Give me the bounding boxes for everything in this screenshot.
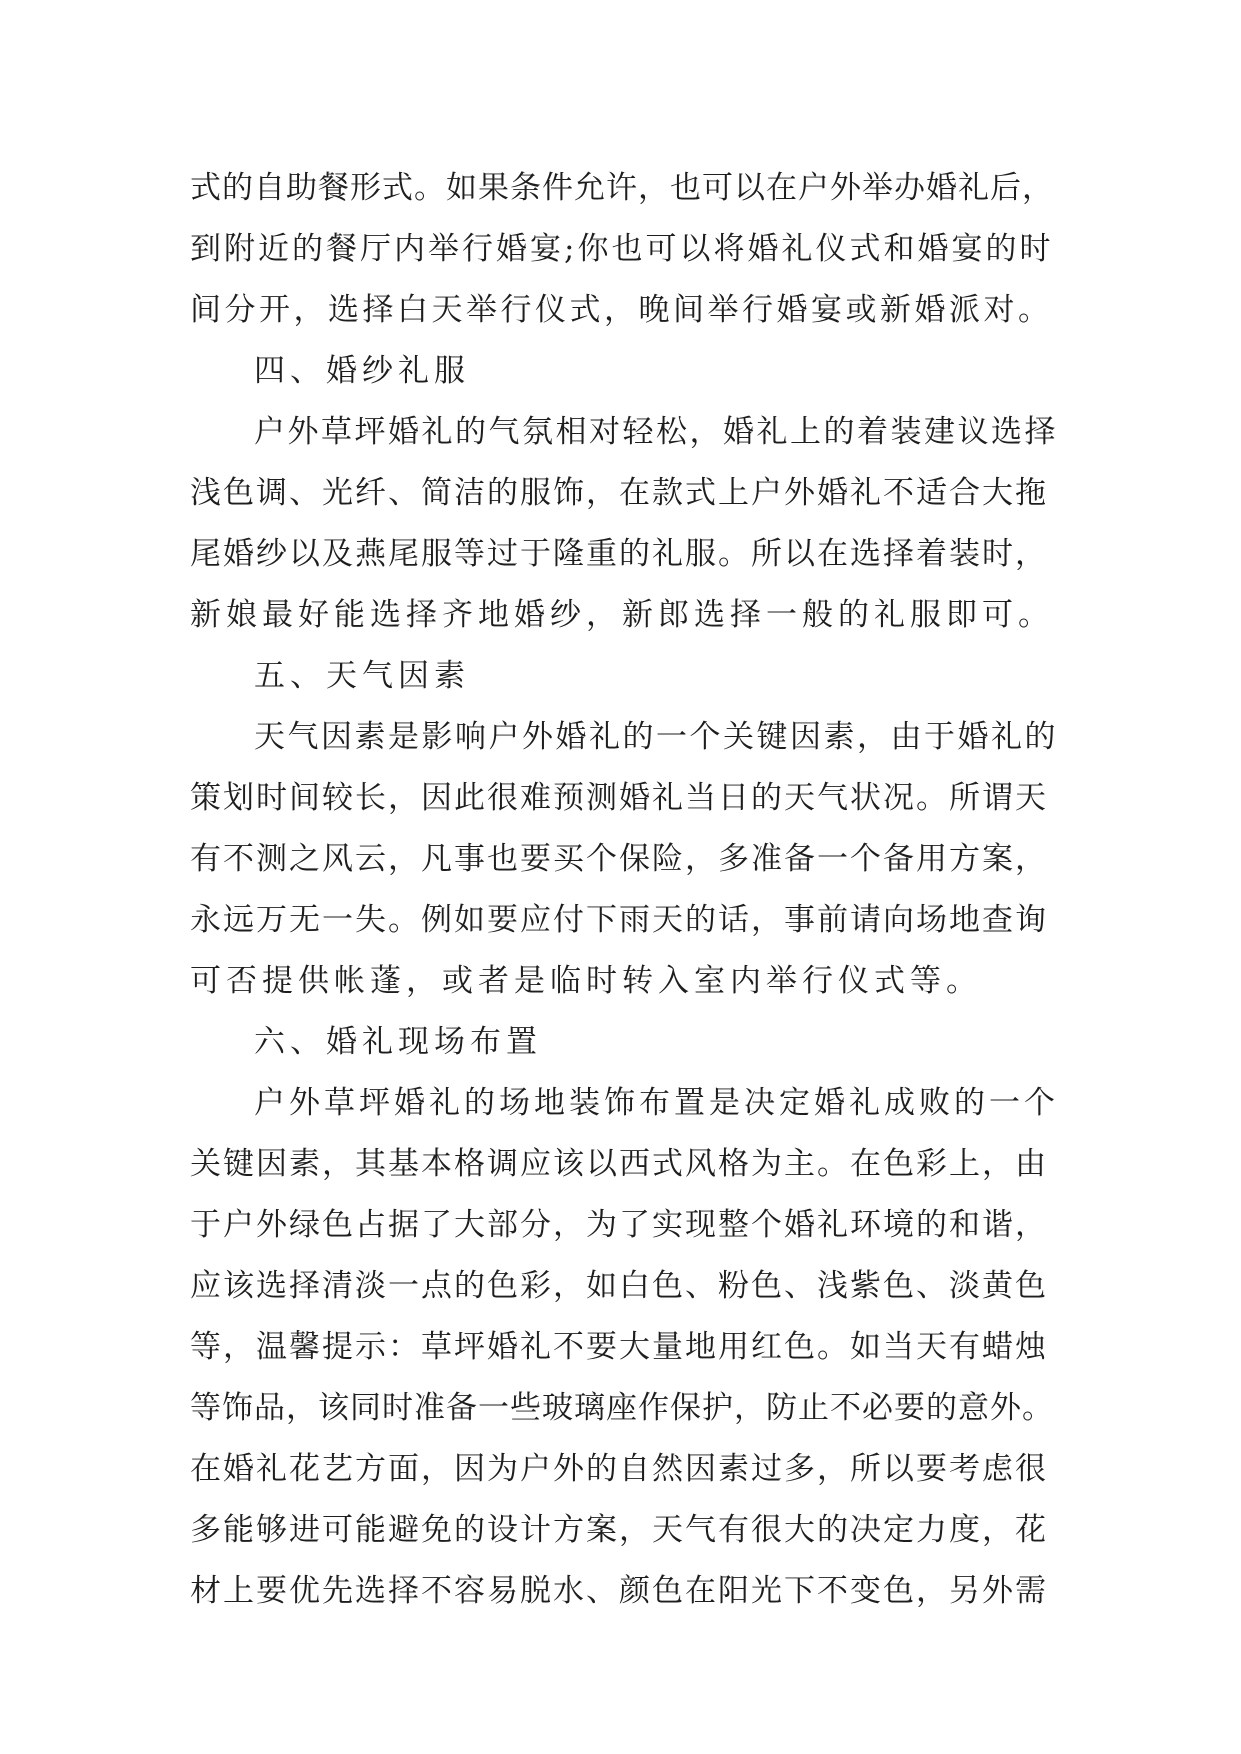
text-line: 可否提供帐蓬，或者是临时转入室内举行仪式等。 [190,963,982,999]
text-line: 在婚礼花艺方面，因为户外的自然因素过多，所以要考虑很 [190,1451,1048,1487]
text-line: 策划时间较长，因此很难预测婚礼当日的天气状况。所谓天 [190,780,1048,816]
text-line: 式的自助餐形式。如果条件允许，也可以在户外举办婚礼后， [190,170,1054,206]
text-line: 浅色调、光纤、简洁的服饰，在款式上户外婚礼不适合大拖 [190,475,1048,511]
text-line: 于户外绿色占据了大部分，为了实现整个婚礼环境的和谐， [190,1207,1048,1243]
text-line: 有不测之风云，凡事也要买个保险，多准备一个备用方案， [190,841,1048,877]
section-heading: 五、天气因素 [254,658,470,694]
text-line: 到附近的餐厅内举行婚宴;你也可以将婚礼仪式和婚宴的时 [190,231,1054,267]
text-line: 多能够进可能避免的设计方案，天气有很大的决定力度，花 [190,1512,1048,1548]
text-line: 等，温馨提示：草坪婚礼不要大量地用红色。如当天有蜡烛 [190,1329,1048,1365]
paragraph-start: 天气因素是影响户外婚礼的一个关键因素，由于婚礼的 [254,719,1058,755]
text-line: 等饰品，该同时准备一些玻璃座作保护，防止不必要的意外。 [190,1390,1054,1426]
text-line: 间分开，选择白天举行仪式，晚间举行婚宴或新婚派对。 [190,292,1053,328]
paragraph-start: 户外草坪婚礼的气氛相对轻松，婚礼上的着装建议选择 [254,414,1058,450]
section-heading: 四、婚纱礼服 [254,353,470,389]
text-line: 关键因素，其基本格调应该以西式风格为主。在色彩上，由 [190,1146,1048,1182]
paragraph-start: 户外草坪婚礼的场地装饰布置是决定婚礼成败的一个 [254,1085,1059,1121]
document-body [190,158,1060,1622]
text-line: 永远万无一失。例如要应付下雨天的话，事前请向场地查询 [190,902,1048,938]
text-line: 尾婚纱以及燕尾服等过于隆重的礼服。所以在选择着装时， [190,536,1048,572]
text-line: 新娘最好能选择齐地婚纱，新郎选择一般的礼服即可。 [190,597,1054,633]
section-heading: 六、婚礼现场布置 [254,1024,542,1060]
text-line: 应该选择清淡一点的色彩，如白色、粉色、浅紫色、淡黄色 [190,1268,1048,1304]
text-line: 材上要优先选择不容易脱水、颜色在阳光下不变色，另外需 [190,1573,1048,1609]
